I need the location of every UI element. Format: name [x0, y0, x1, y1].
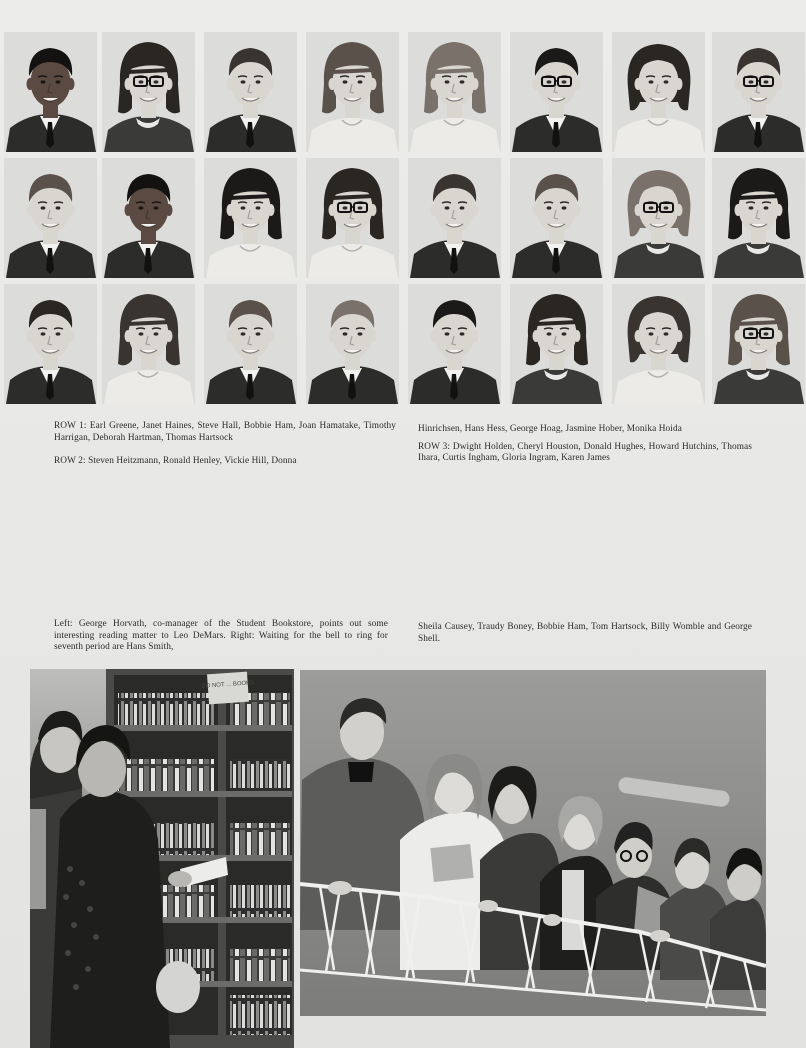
caption-row-2-start: ROW 2: Steven Heitzmann, Ronald Henley, Vickie Hill, Donna	[54, 456, 297, 467]
portrait-photo	[510, 284, 603, 404]
portrait-photo	[4, 32, 97, 152]
portrait-photo	[612, 32, 705, 152]
portrait-ronald-henley	[102, 158, 195, 278]
portrait-photo	[204, 284, 297, 404]
portrait-photo	[510, 32, 603, 152]
portrait-photo	[306, 284, 399, 404]
portrait-janet-haines	[102, 32, 195, 152]
portrait-photo	[4, 158, 97, 278]
stairwell-photo	[300, 670, 766, 1016]
portrait-photo	[408, 284, 501, 404]
portrait-thomas-hartsock	[712, 32, 805, 152]
portrait-earl-greene	[4, 32, 97, 152]
portrait-photo	[306, 158, 399, 278]
portrait-joan-hamatake	[408, 32, 501, 152]
portrait-dwight-holden	[4, 284, 97, 404]
portrait-photo	[408, 158, 501, 278]
photo-caption-right	[418, 622, 752, 645]
portrait-photo	[204, 32, 297, 152]
portrait-george-hoag	[510, 158, 603, 278]
portrait-grid	[4, 32, 804, 408]
bookstore-photo-image	[30, 669, 294, 1048]
portrait-photo	[712, 32, 805, 152]
portrait-photo	[102, 284, 195, 404]
portrait-vickie-hill	[204, 158, 297, 278]
bookstore-photo	[30, 669, 294, 1048]
bookstore-sign	[201, 672, 254, 705]
portrait-photo	[408, 32, 501, 152]
portrait-bobbie-ham	[306, 32, 399, 152]
portrait-deborah-hartman	[612, 32, 705, 152]
portrait-photo	[612, 158, 705, 278]
portrait-timothy-harrigan	[510, 32, 603, 152]
portrait-photo	[612, 284, 705, 404]
portrait-row-2	[4, 158, 804, 278]
portrait-karen-james	[712, 284, 805, 404]
portrait-steven-heitzmann	[4, 158, 97, 278]
portrait-photo	[204, 158, 297, 278]
portrait-monika-hoida	[712, 158, 805, 278]
portrait-photo	[712, 158, 805, 278]
bookstore-sign-text: DO NOT ... BOOKS	[201, 680, 255, 690]
portrait-gloria-ingram	[612, 284, 705, 404]
caption-row-3: ROW 3: Dwight Holden, Cheryl Houston, Donald Hughes, Howard Hutchins, Thomas Ihara, Curtis Ingham, Gloria Ingram, Karen James	[418, 441, 752, 464]
caption-row-1: ROW 1: Earl Greene, Janet Haines, Steve Hall, Bobbie Ham, Joan Hamatake, Timothy Harrigan, Deborah Hartman, Thomas Hartsock	[54, 421, 396, 443]
portrait-caption-right	[418, 424, 752, 465]
photo-caption-left-text: Left: George Horvath, co-manager of the Student Bookstore, points out some interesting reading matter to Leo DeMars. Right: Waiting for the bell to ring for seventh period are Hans Smith,	[54, 619, 388, 653]
portrait-photo	[712, 284, 805, 404]
portrait-photo	[102, 32, 195, 152]
portrait-donald-hughes	[204, 284, 297, 404]
portrait-hans-hess	[408, 158, 501, 278]
portrait-jasmine-hober	[612, 158, 705, 278]
portrait-photo	[306, 32, 399, 152]
portrait-row-3	[4, 284, 804, 404]
portrait-donna-hinrichsen	[306, 158, 399, 278]
portrait-steve-hall	[204, 32, 297, 152]
portrait-row-1	[4, 32, 804, 152]
portrait-photo	[4, 284, 97, 404]
portrait-howard-hutchins	[306, 284, 399, 404]
caption-row-2-end: Hinrichsen, Hans Hess, George Hoag, Jasmine Hober, Monika Hoida	[418, 424, 682, 434]
portrait-photo	[510, 158, 603, 278]
portrait-thomas-ihara	[408, 284, 501, 404]
portrait-photo	[102, 158, 195, 278]
photo-caption-right-text: Sheila Causey, Traudy Boney, Bobbie Ham, Tom Hartsock, Billy Womble and George Shell.	[418, 622, 752, 644]
photo-caption-left	[54, 619, 388, 654]
stairwell-photo-image	[300, 670, 766, 1016]
portrait-caption-left	[54, 421, 396, 468]
portrait-curtis-ingham	[510, 284, 603, 404]
portrait-cheryl-houston	[102, 284, 195, 404]
